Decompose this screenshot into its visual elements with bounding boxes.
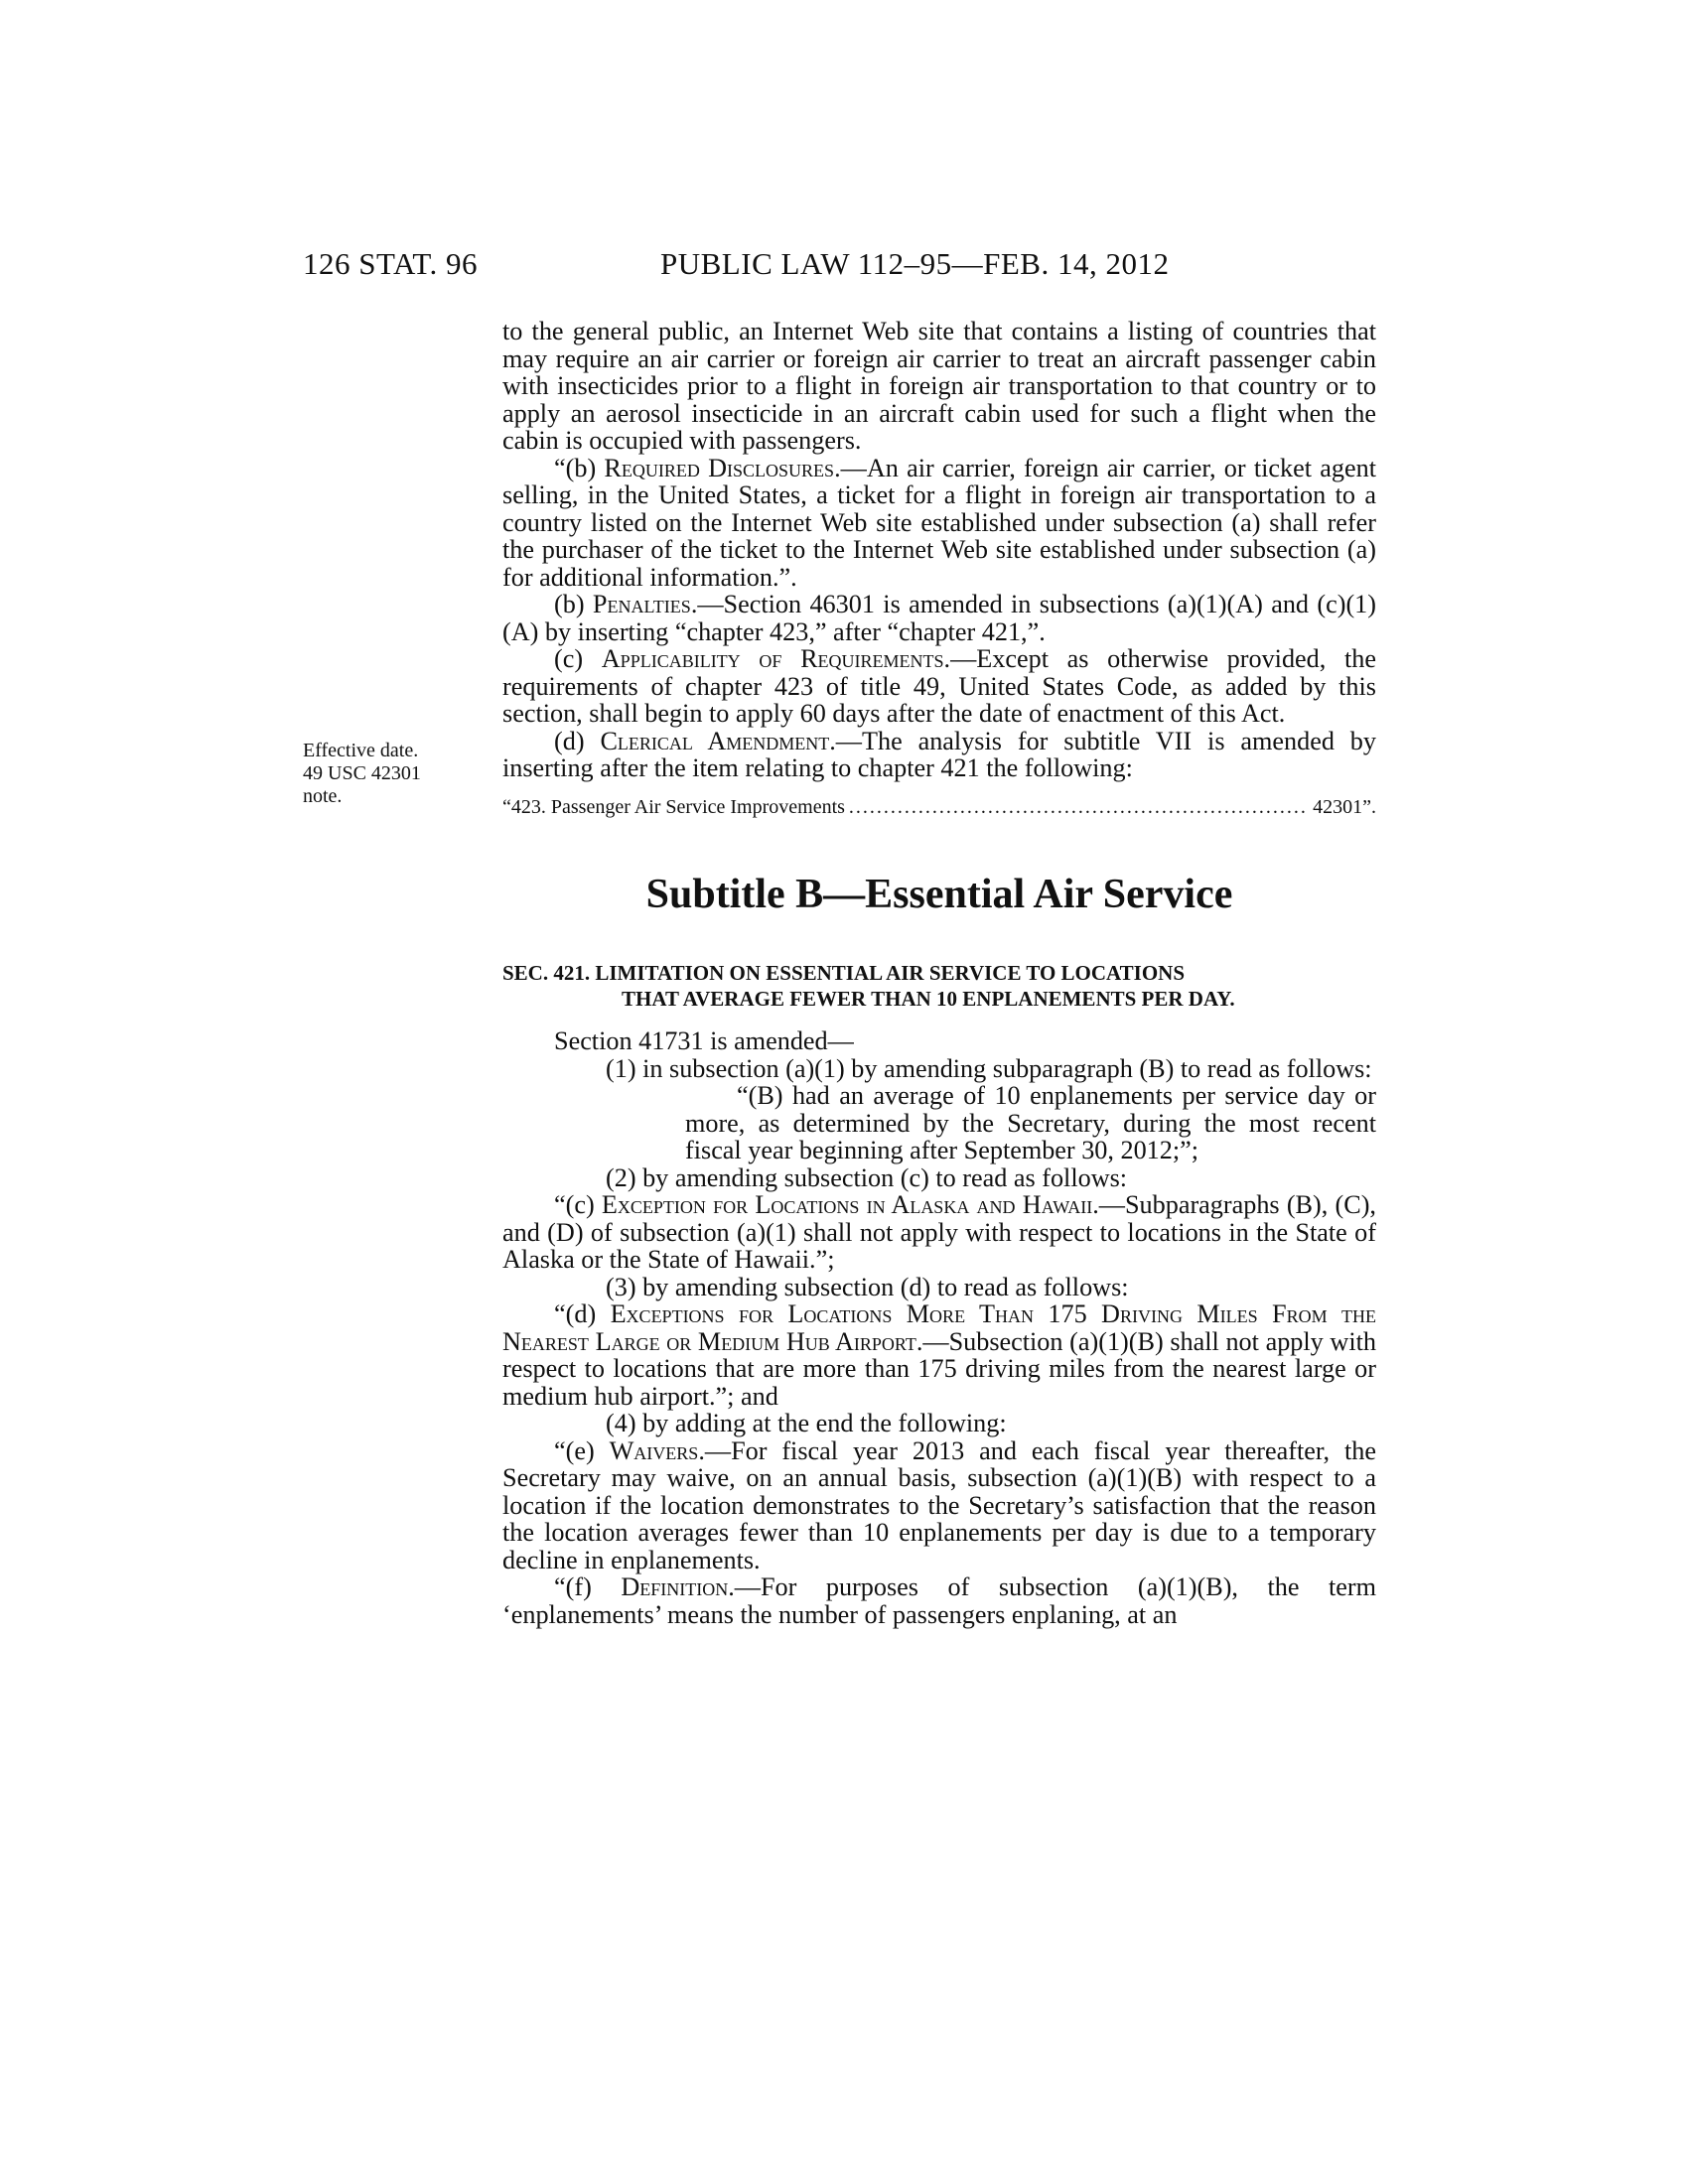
stat-reference: 126 STAT. 96 [303,246,479,281]
page-header [303,246,1375,286]
subtitle-heading: Subtitle B—Essential Air Service [645,872,1233,917]
quoted-subparagraph-b: “(B) had an average of 10 enplanements per service day or more, as determined by the Secretary, during the most recent fiscal year beginning after September 30, 2012;”; [685,1081,1376,1164]
public-law-title: PUBLIC LAW 112–95—FEB. 14, 2012 [660,246,1170,281]
amendment-item-2: (2) by amending subsection (c) to read as follows: [606,1162,1128,1192]
margin-note-line: note. [303,785,343,807]
exception-175-miles: “(d) Exceptions for Locations More Than 175 Driving Miles From the Nearest Large or Medium Hub Airport.—Subsection (a)(1)(B) shall not apply with respect to locations that are more than 175 driving miles from the nearest large or medium hub airport.”; and [502,1299,1376,1411]
margin-note-line: Effective date. [303,740,419,761]
applicability-paragraph: (c) Applicability of Requirements.—Except as otherwise provided, the requirements of chapter 423 of title 49, United States Code, as added by this section, shall begin to apply 60 days after the date of enactment of this Act. [502,644,1376,728]
amendment-item-3: (3) by amending subsection (d) to read as follows: [606,1272,1129,1301]
section-heading: Definition [621,1572,729,1601]
penalties-paragraph: (b) Penalties.—Section 46301 is amended in subsections (a)(1)(A) and (c)(1)(A) by inserting “chapter 423,” after “chapter 421,”. [502,590,1376,646]
section-heading: Penalties [592,590,691,618]
toc-leader-dots [849,794,1309,822]
statute-text [502,318,1376,1628]
intro-paragraph: to the general public, an Internet Web site that contains a listing of countries that may require an air carrier or foreign air carrier to treat an aircraft passenger cabin with insecticides prior to a flight in foreign air transportation to that country or to apply an aerosol insecticide in an aircraft cabin used for such a flight when the cabin is occupied with passengers. [502,317,1376,455]
definition-paragraph: “(f) Definition.—For purposes of subsection (a)(1)(B), the term ‘enplanements’ means the number of passengers enplaning, at an [502,1572,1376,1629]
toc-item: “423. Passenger Air Service Improvements [502,795,845,818]
section-heading-421: SEC. 421. LIMITATION ON ESSENTIAL AIR SERVICE TO LOCATIONS THAT AVERAGE FEWER THAN 10 ENPLANEMENTS PER DAY. [502,961,1235,1011]
exception-alaska-hawaii: “(c) Exception for Locations in Alaska and Hawaii.—Subparagraphs (B), (C), and (D) of subsection (a)(1) shall not apply with respect to locations in the State of Alaska or the State of Hawaii.”; [502,1190,1376,1274]
amendment-item-1: (1) in subsection (a)(1) by amending subparagraph (B) to read as follows: [606,1053,1372,1083]
margin-note [303,740,452,808]
section-heading: Required Disclosures [604,453,835,482]
margin-note-line: 49 USC 42301 [303,762,421,784]
section-heading: Waivers [609,1435,699,1465]
section-heading: Clerical Amendment [600,726,830,755]
clerical-amendment-paragraph: (d) Clerical Amendment.—The analysis for subtitle VII is amended by inserting after the item relating to chapter 421 the following: [502,726,1376,782]
section-heading: Exceptions for Locations More Than 175 Driving Miles From the Nearest Large or Medium Hub Airport [502,1299,1376,1356]
amendment-item-4: (4) by adding at the end the following: [606,1409,1007,1437]
section-heading: Applicability of Requirements [601,644,944,673]
section-intro: Section 41731 is amended— [554,1026,854,1055]
waivers-paragraph: “(e) Waivers.—For fiscal year 2013 and each fiscal year thereafter, the Secretary may waive, on an annual basis, subsection (a)(1)(B) with respect to a location if the location demonstrates to the Secretary’s satisfaction that the reason the location averages fewer than 10 enplanements per day is due to a temporary decline in enplanements. [502,1435,1376,1574]
required-disclosures-paragraph: “(b) Required Disclosures.—An air carrier, foreign air carrier, or ticket agent selling, in the United States, a ticket for a flight in foreign air transportation to a country listed on the Internet Web site established under subsection (a) shall refer the purchaser of the ticket to the Internet Web site established under subsection (a) for additional information.”. [502,453,1376,592]
toc-page: 42301”. [1313,795,1376,818]
section-heading: Exception for Locations in Alaska and Hawaii [601,1190,1093,1219]
table-of-contents-entry [502,794,1376,822]
